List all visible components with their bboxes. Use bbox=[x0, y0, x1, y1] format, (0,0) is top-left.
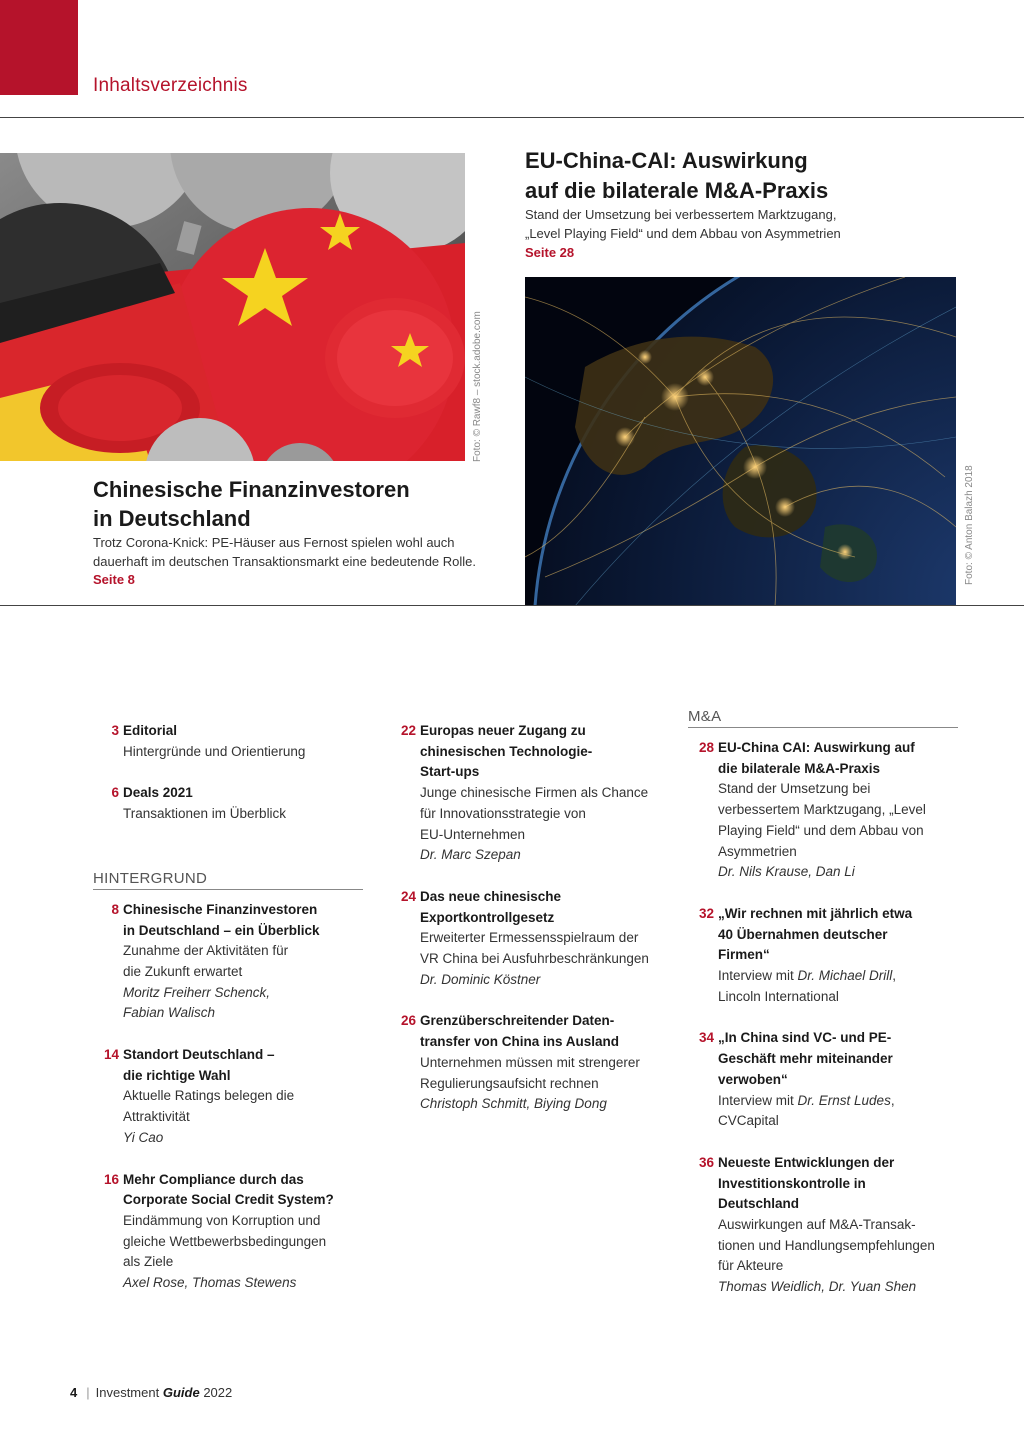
toc-entry-description: Erweiterter Ermessensspielraum der VR China bei Ausfuhrbeschränkungen bbox=[420, 930, 649, 967]
page-title: Inhaltsverzeichnis bbox=[93, 75, 248, 96]
toc-entry[interactable] bbox=[93, 783, 363, 824]
toc-entry[interactable] bbox=[390, 1011, 660, 1115]
section-heading-ma: M&A bbox=[688, 708, 958, 728]
toc-entry[interactable] bbox=[688, 738, 958, 883]
toc-entry-title: EU-China CAI: Auswirkung auf die bilaterale M&A-Praxis bbox=[718, 740, 915, 776]
toc-entry-description: Interview mit Dr. Michael Drill, Lincoln International bbox=[718, 968, 897, 1004]
globe-network-image bbox=[525, 277, 956, 606]
toc-entry-authors: Axel Rose, Thomas Stewens bbox=[123, 1275, 297, 1291]
toc-page-number: 16 bbox=[103, 1171, 119, 1187]
toc-entry-title: Grenzüberschreitender Daten- transfer von China ins Ausland bbox=[420, 1013, 620, 1050]
toc-entry-title: Deals 2021 bbox=[123, 785, 193, 801]
toc-page-number: 22 bbox=[400, 723, 416, 738]
footer-page-number: 4 bbox=[70, 1385, 78, 1400]
footer-guide: Guide bbox=[162, 1385, 200, 1400]
feature-right-page-link[interactable]: Seite 28 bbox=[525, 245, 575, 260]
feature-divider bbox=[0, 605, 1024, 606]
feature-right-description: Stand der Umsetzung bei verbessertem Marktzugang, „Level Playing Field“ und dem Abbau von Asymmetrien bbox=[525, 207, 841, 241]
feature-left-page-link[interactable]: Seite 8 bbox=[93, 572, 135, 587]
toc-page-number: 14 bbox=[103, 1047, 119, 1063]
toc-entry-description: Hintergründe und Orientierung bbox=[123, 743, 306, 759]
toc-entry-authors: Yi Cao bbox=[123, 1129, 164, 1145]
toc-entry-authors: Thomas Weidlich, Dr. Yuan Shen bbox=[718, 1279, 917, 1295]
toc-entry-description: Unternehmen müssen mit strengerer Regulierungsaufsicht rechnen bbox=[420, 1054, 640, 1091]
toc-page-number: 36 bbox=[698, 1154, 714, 1170]
toc-entry-description: Eindämmung von Korruption und gleiche Wettbewerbsbedingungen als Ziele bbox=[123, 1212, 327, 1270]
toc-entry-title: Mehr Compliance durch das Corporate Social Credit System? bbox=[123, 1171, 334, 1208]
toc-page-number: 28 bbox=[698, 740, 714, 755]
toc-entry-title: Chinesische Finanzinvestoren in Deutschland – ein Überblick bbox=[123, 901, 320, 938]
toc-entry-description: Interview mit Dr. Ernst Ludes, CVCapital bbox=[718, 1092, 895, 1129]
photo-credit-right: Foto: © Anton Balazh 2018 bbox=[964, 465, 975, 585]
toc-entry-description: Junge chinesische Firmen als Chance für Innovationsstrategie von EU-Unternehmen bbox=[420, 785, 649, 842]
toc-entry-authors: Moritz Freiherr Schenck, Fabian Walisch bbox=[123, 984, 271, 1021]
toc-entry-title: Europas neuer Zugang zu chinesischen Technologie- Start-ups bbox=[420, 723, 593, 780]
toc-entry-description: Auswirkungen auf M&A-Transak- tionen und Handlungsempfehlungen für Akteure bbox=[718, 1217, 935, 1274]
feature-left-description: Trotz Corona-Knick: PE-Häuser aus Fernost spielen wohl auch dauerhaft im deutschen Transaktionsmarkt eine bedeutende Rolle. bbox=[93, 535, 477, 569]
feature-left-title[interactable] bbox=[93, 475, 513, 533]
toc-entry[interactable] bbox=[688, 904, 958, 1008]
toc-entry-authors: Dr. Marc Szepan bbox=[420, 847, 521, 863]
toc-column-2 bbox=[390, 721, 660, 1136]
header-accent-block bbox=[0, 0, 78, 95]
toc-page-number: 26 bbox=[400, 1013, 416, 1029]
gears-flags-image bbox=[0, 153, 465, 461]
toc-entry[interactable] bbox=[390, 721, 660, 866]
toc-entry[interactable] bbox=[93, 1045, 363, 1149]
toc-entry-title: „Wir rechnen mit jährlich etwa 40 Übernahmen deutscher Firmen“ bbox=[718, 905, 913, 963]
toc-entry[interactable] bbox=[390, 887, 660, 991]
toc-entry-title: „In China sind VC- und PE- Geschäft mehr miteinander verwoben“ bbox=[718, 1030, 893, 1087]
toc-entry-title: Das neue chinesische Exportkontrollgesetz bbox=[420, 888, 562, 925]
toc-page-number: 3 bbox=[111, 723, 119, 738]
toc-entry-title: Standort Deutschland – die richtige Wahl bbox=[123, 1047, 275, 1083]
photo-credit-left: Foto: © Rawf8 – stock.adobe.com bbox=[472, 311, 483, 462]
toc-entry-title: Editorial bbox=[123, 723, 178, 738]
toc-entry-description: Stand der Umsetzung bei verbessertem Marktzugang, „Level Playing Field“ und dem Abbau von Asymmetrien bbox=[718, 781, 926, 859]
footer-separator: | bbox=[86, 1385, 90, 1400]
feature-right-title-line: auf die bilaterale M&A-Praxis bbox=[525, 178, 829, 203]
toc-entry-description: Zunahme der Aktivitäten für die Zukunft erwartet bbox=[123, 943, 289, 979]
toc-entry[interactable] bbox=[93, 1170, 363, 1294]
toc-page-number: 8 bbox=[111, 901, 119, 917]
footer-brand: Investment bbox=[95, 1385, 160, 1400]
toc-entry[interactable] bbox=[688, 1153, 958, 1298]
toc-entry-authors: Dr. Nils Krause, Dan Li bbox=[718, 864, 855, 880]
toc-entry-authors: Dr. Dominic Köstner bbox=[420, 971, 541, 987]
feature-right-title-line: EU-China-CAI: Auswirkung bbox=[525, 148, 808, 173]
toc-column-3 bbox=[688, 708, 958, 1319]
toc-page-number: 24 bbox=[400, 888, 416, 904]
toc-entry-description: Aktuelle Ratings belegen die Attraktivität bbox=[123, 1088, 295, 1125]
feature-left-title-line: Chinesische Finanzinvestoren bbox=[93, 477, 410, 502]
page-footer bbox=[70, 1385, 232, 1400]
section-heading-hintergrund: HINTERGRUND bbox=[93, 870, 363, 890]
toc-entry-title: Neueste Entwicklungen der Investitionskontrolle in Deutschland bbox=[718, 1154, 895, 1212]
feature-right-title[interactable] bbox=[525, 146, 975, 206]
header-divider bbox=[0, 117, 1024, 118]
toc-page-number: 34 bbox=[698, 1030, 714, 1046]
toc-page-number: 32 bbox=[698, 905, 714, 921]
footer-year: 2022 bbox=[203, 1385, 233, 1400]
toc-entry[interactable] bbox=[93, 900, 363, 1024]
toc-page-number: 6 bbox=[111, 785, 119, 801]
toc-entry[interactable] bbox=[93, 721, 363, 762]
toc-column-1 bbox=[93, 721, 363, 1315]
toc-entry-authors: Christoph Schmitt, Biying Dong bbox=[420, 1096, 607, 1112]
toc-entry-description: Transaktionen im Überblick bbox=[123, 806, 287, 822]
feature-left-title-line: in Deutschland bbox=[93, 506, 251, 531]
toc-entry[interactable] bbox=[688, 1028, 958, 1132]
